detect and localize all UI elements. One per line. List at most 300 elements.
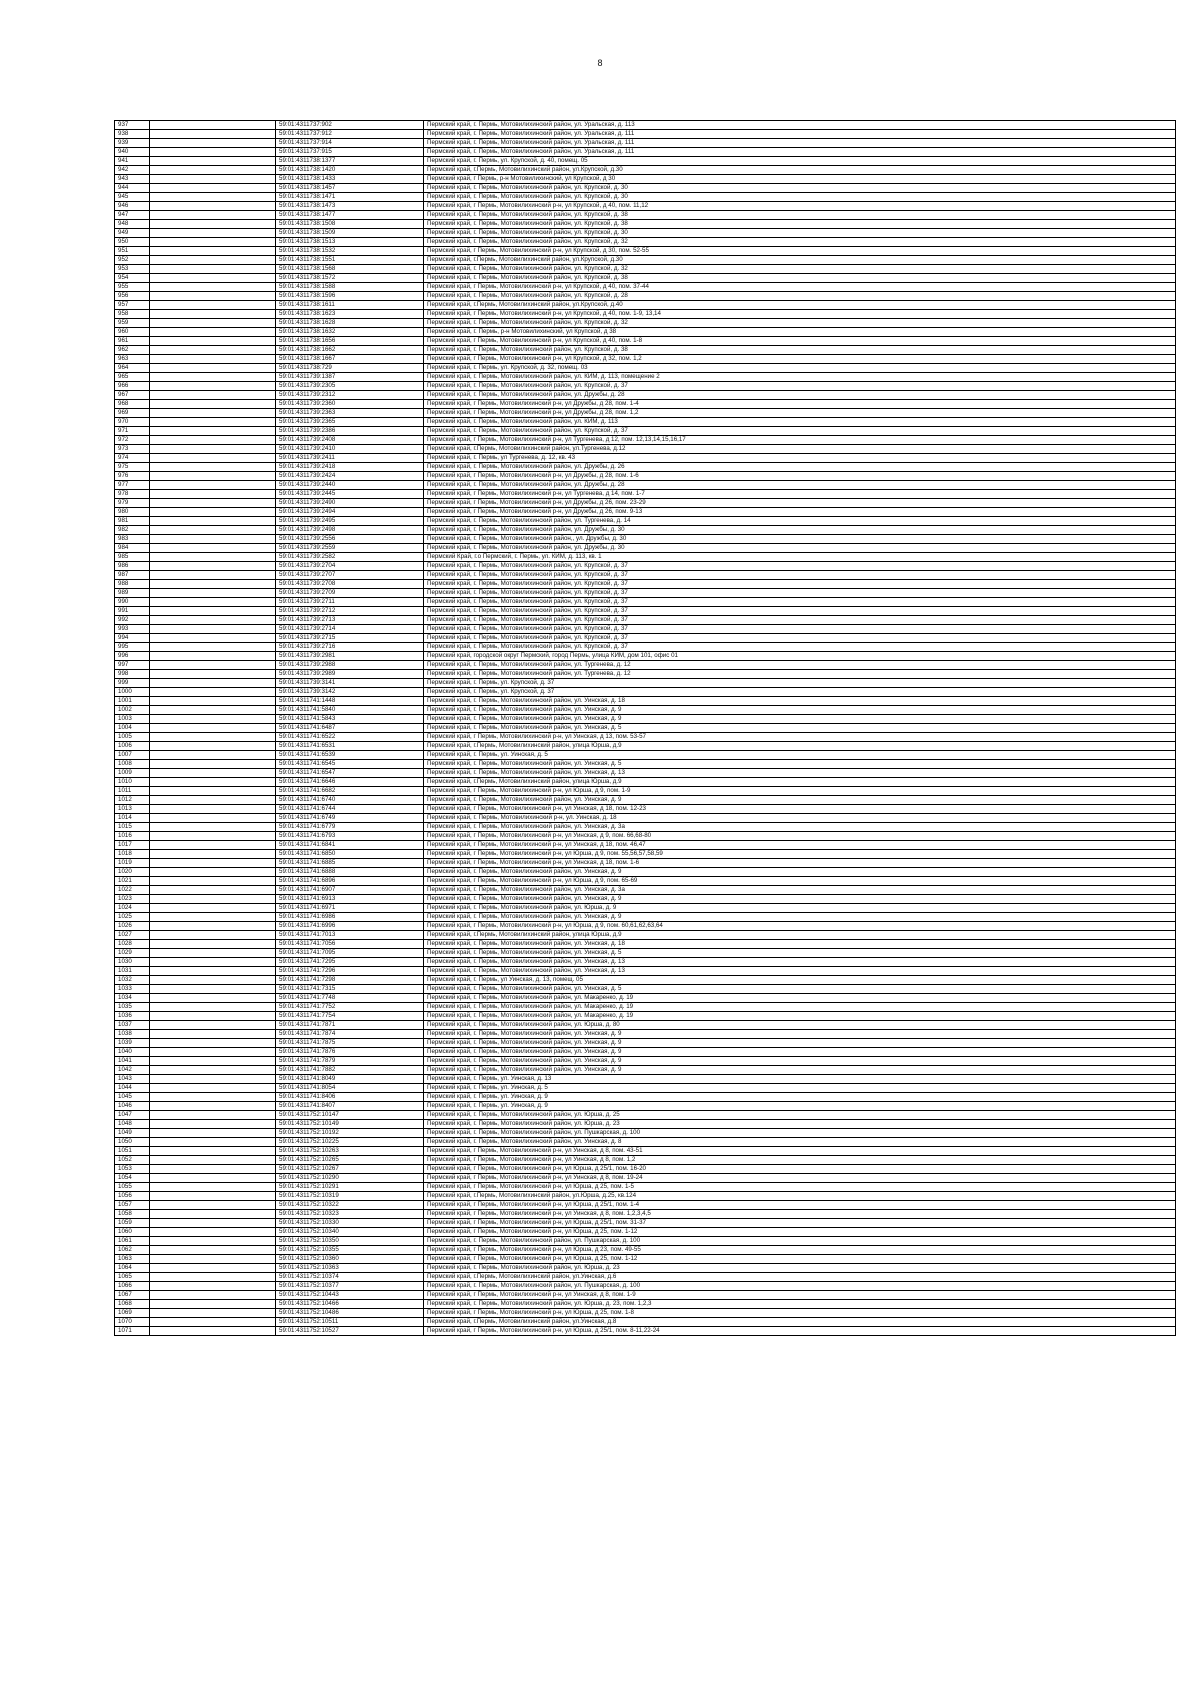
cadastral-number-cell: 59:01:4311741:6682 <box>276 787 424 796</box>
table-row <box>115 625 1176 634</box>
blank-cell <box>150 211 276 220</box>
blank-cell <box>150 994 276 1003</box>
row-number-cell: 1062 <box>115 1246 150 1255</box>
address-cell: Пермский край, г. Пермь, Мотовилихинский район, ул. Крупской, д. 37 <box>424 643 1176 652</box>
row-number-cell: 980 <box>115 508 150 517</box>
table-row <box>115 769 1176 778</box>
blank-cell <box>150 256 276 265</box>
row-number-cell: 1053 <box>115 1165 150 1174</box>
row-number-cell: 1013 <box>115 805 150 814</box>
row-number-cell: 986 <box>115 562 150 571</box>
address-cell: Пермский край, г. Пермь, Мотовилихинский район, ул. Крупской, д. 37 <box>424 607 1176 616</box>
row-number-cell: 997 <box>115 661 150 670</box>
table-row <box>115 481 1176 490</box>
row-number-cell: 992 <box>115 616 150 625</box>
cadastral-number-cell: 59:01:4311752:10319 <box>276 1192 424 1201</box>
row-number-cell: 1070 <box>115 1318 150 1327</box>
table-row <box>115 751 1176 760</box>
blank-cell <box>150 1075 276 1084</box>
row-number-cell: 959 <box>115 319 150 328</box>
cadastral-number-cell: 59:01:4311741:1448 <box>276 697 424 706</box>
row-number-cell: 970 <box>115 418 150 427</box>
address-cell: Пермский край, г. Пермь, Мотовилихинский район, ул. Дружбы, д. 30 <box>424 544 1176 553</box>
address-cell: Пермский край, г Пермь, Мотовилихинский р-н, ул Дружбы, д 28, пом. 1,2 <box>424 409 1176 418</box>
table-row <box>115 814 1176 823</box>
address-cell: Пермский край, г Пермь, Мотовилихинский р-н, ул Юрша, д 25, пом. 1-8 <box>424 1309 1176 1318</box>
table-row <box>115 1129 1176 1138</box>
table-row <box>115 1201 1176 1210</box>
address-cell: Пермский край, г. Пермь, Мотовилихинский р-н, ул. Уинская, д. 18 <box>424 814 1176 823</box>
blank-cell <box>150 364 276 373</box>
row-number-cell: 991 <box>115 607 150 616</box>
row-number-cell: 1041 <box>115 1057 150 1066</box>
table-row <box>115 184 1176 193</box>
table-row <box>115 940 1176 949</box>
blank-cell <box>150 634 276 643</box>
cadastral-number-cell: 59:01:4311741:6744 <box>276 805 424 814</box>
table-row <box>115 1264 1176 1273</box>
table-row <box>115 652 1176 661</box>
blank-cell <box>150 490 276 499</box>
cadastral-number-cell: 59:01:4311752:10290 <box>276 1174 424 1183</box>
cadastral-number-cell: 59:01:4311738:1473 <box>276 202 424 211</box>
table-row <box>115 706 1176 715</box>
address-cell: Пермский край, г. Пермь, Мотовилихинский район, ул. Юрша, д. 9 <box>424 904 1176 913</box>
row-number-cell: 1003 <box>115 715 150 724</box>
cadastral-number-cell: 59:01:4311739:2418 <box>276 463 424 472</box>
address-cell: Пермский край, г. Пермь, Мотовилихинский район, ул. Крупской, д. 37 <box>424 598 1176 607</box>
cadastral-number-cell: 59:01:4311752:10192 <box>276 1129 424 1138</box>
cadastral-number-cell: 59:01:4311739:2490 <box>276 499 424 508</box>
table-row <box>115 400 1176 409</box>
blank-cell <box>150 769 276 778</box>
row-number-cell: 1049 <box>115 1129 150 1138</box>
cadastral-number-cell: 59:01:4311741:6646 <box>276 778 424 787</box>
address-cell: Пермский край, г. Пермь, Мотовилихинский район, ул. Тургенева, д. 12 <box>424 661 1176 670</box>
address-cell: Пермский край, г Пермь, Мотовилихинский р-н, ул Юрша, д 23, пом. 49-55 <box>424 1246 1176 1255</box>
table-row <box>115 166 1176 175</box>
blank-cell <box>150 1237 276 1246</box>
table-row <box>115 265 1176 274</box>
address-cell: Пермский край, г. Пермь, Мотовилихинский район, ул. Юрша, д. 23 <box>424 1120 1176 1129</box>
row-number-cell: 967 <box>115 391 150 400</box>
table-row <box>115 931 1176 940</box>
cadastral-number-cell: 59:01:4311741:7296 <box>276 967 424 976</box>
address-cell: Пермский край, г Пермь, Мотовилихинский р-н, ул Уинская, д 8, пом. 1,2 <box>424 1156 1176 1165</box>
address-cell: Пермский край, г. Пермь, Мотовилихинский район, ул. КИМ, д. 113, помещение 2 <box>424 373 1176 382</box>
row-number-cell: 940 <box>115 148 150 157</box>
address-cell: Пермский край, г Пермь, Мотовилихинский р-н, ул Юрша, д 25, пом. 1-5 <box>424 1183 1176 1192</box>
table-row <box>115 1300 1176 1309</box>
table-row <box>115 130 1176 139</box>
blank-cell <box>150 1066 276 1075</box>
cadastral-number-cell: 59:01:4311741:6545 <box>276 760 424 769</box>
blank-cell <box>150 1147 276 1156</box>
row-number-cell: 1047 <box>115 1111 150 1120</box>
row-number-cell: 1018 <box>115 850 150 859</box>
row-number-cell: 996 <box>115 652 150 661</box>
table-row <box>115 976 1176 985</box>
cadastral-number-cell: 59:01:4311741:7295 <box>276 958 424 967</box>
table-row <box>115 1246 1176 1255</box>
blank-cell <box>150 706 276 715</box>
blank-cell <box>150 697 276 706</box>
address-cell: Пермский край, г. Пермь, Мотовилихинский район, ул. Уинская, д. 13 <box>424 967 1176 976</box>
address-cell: Пермский край, г. Пермь, Мотовилихинский район, ул. Уинская, д. 9 <box>424 1057 1176 1066</box>
table-row <box>115 472 1176 481</box>
blank-cell <box>150 580 276 589</box>
cadastral-number-cell: 59:01:4311738:1628 <box>276 319 424 328</box>
cadastral-number-cell: 59:01:4311738:1513 <box>276 238 424 247</box>
cadastral-number-cell: 59:01:4311752:10527 <box>276 1327 424 1336</box>
blank-cell <box>150 499 276 508</box>
blank-cell <box>150 805 276 814</box>
row-number-cell: 1035 <box>115 1003 150 1012</box>
cadastral-number-cell: 59:01:4311752:10355 <box>276 1246 424 1255</box>
address-cell: Пермский край, г. Пермь, ул. Крупской, д. 40, помещ. 05 <box>424 157 1176 166</box>
address-cell: Пермский край, г. Пермь, Мотовилихинский район, ул. Макаренко, д. 19 <box>424 1012 1176 1021</box>
row-number-cell: 1031 <box>115 967 150 976</box>
cadastral-number-cell: 59:01:4311741:6996 <box>276 922 424 931</box>
address-cell: Пермский край, г. Пермь, Мотовилихинский район, ул. Дружбы, д. 28 <box>424 481 1176 490</box>
blank-cell <box>150 130 276 139</box>
cadastral-number-cell: 59:01:4311741:7879 <box>276 1057 424 1066</box>
registry-table-body <box>115 121 1176 1336</box>
cadastral-number-cell: 59:01:4311752:10363 <box>276 1264 424 1273</box>
blank-cell <box>150 121 276 130</box>
table-row <box>115 1084 1176 1093</box>
address-cell: Пермский край, г Пермь, Мотовилихинский р-н, ул Юрша, д 9, пом. 55,56,57,58,59 <box>424 850 1176 859</box>
cadastral-number-cell: 59:01:4311738:1433 <box>276 175 424 184</box>
cadastral-number-cell: 59:01:4311741:7754 <box>276 1012 424 1021</box>
blank-cell <box>150 310 276 319</box>
table-row <box>115 661 1176 670</box>
blank-cell <box>150 1003 276 1012</box>
row-number-cell: 938 <box>115 130 150 139</box>
address-cell: Пермский край, г. Пермь, Мотовилихинский район, ул. Крупской, д. 32 <box>424 319 1176 328</box>
table-row <box>115 301 1176 310</box>
address-cell: Пермский край, г. Пермь, Мотовилихинский район, ул. Крупской, д. 37 <box>424 589 1176 598</box>
table-row <box>115 1156 1176 1165</box>
row-number-cell: 941 <box>115 157 150 166</box>
address-cell: Пермский край, г. Пермь, Мотовилихинский район, ул. Крупской, д. 37 <box>424 571 1176 580</box>
address-cell: Пермский край, г Пермь, Мотовилихинский р-н, ул Уинская, д 13, пом. 53-57 <box>424 733 1176 742</box>
row-number-cell: 1056 <box>115 1192 150 1201</box>
cadastral-number-cell: 59:01:4311739:2424 <box>276 472 424 481</box>
table-row <box>115 1255 1176 1264</box>
row-number-cell: 1030 <box>115 958 150 967</box>
table-row <box>115 1012 1176 1021</box>
cadastral-number-cell: 59:01:4311741:6531 <box>276 742 424 751</box>
address-cell: Пермский край, г. Пермь, Мотовилихинский район, ул. Юрша, д. 23, пом. 1,2,3 <box>424 1300 1176 1309</box>
table-row <box>115 949 1176 958</box>
table-row <box>115 967 1176 976</box>
cadastral-number-cell: 59:01:4311739:2711 <box>276 598 424 607</box>
blank-cell <box>150 553 276 562</box>
row-number-cell: 939 <box>115 139 150 148</box>
address-cell: Пермский край, г. Пермь, Мотовилихинский район, ул. КИМ, д. 113 <box>424 418 1176 427</box>
cadastral-number-cell: 59:01:4311741:5843 <box>276 715 424 724</box>
cadastral-number-cell: 59:01:4311741:8054 <box>276 1084 424 1093</box>
blank-cell <box>150 508 276 517</box>
address-cell: Пермский край, г. Пермь, Мотовилихинский район, ул. Тургенева, д. 12 <box>424 670 1176 679</box>
blank-cell <box>150 931 276 940</box>
table-row <box>115 580 1176 589</box>
table-row <box>115 148 1176 157</box>
row-number-cell: 987 <box>115 571 150 580</box>
blank-cell <box>150 220 276 229</box>
cadastral-number-cell: 59:01:4311738:1596 <box>276 292 424 301</box>
blank-cell <box>150 1165 276 1174</box>
blank-cell <box>150 481 276 490</box>
table-row <box>115 913 1176 922</box>
blank-cell <box>150 688 276 697</box>
cadastral-number-cell: 59:01:4311741:7874 <box>276 1030 424 1039</box>
address-cell: Пермский край, г Пермь, Мотовилихинский р-н, ул Крупской, д 40, пом. 1-8 <box>424 337 1176 346</box>
cadastral-number-cell: 59:01:4311739:2410 <box>276 445 424 454</box>
cadastral-number-cell: 59:01:4311741:6779 <box>276 823 424 832</box>
cadastral-number-cell: 59:01:4311752:10374 <box>276 1273 424 1282</box>
row-number-cell: 968 <box>115 400 150 409</box>
row-number-cell: 1029 <box>115 949 150 958</box>
table-row <box>115 1003 1176 1012</box>
address-cell: Пермский край, г. Пермь, Мотовилихинский район, ул. Уральская, д. 111 <box>424 130 1176 139</box>
table-row <box>115 463 1176 472</box>
row-number-cell: 1044 <box>115 1084 150 1093</box>
row-number-cell: 1023 <box>115 895 150 904</box>
address-cell: Пермский край, г Пермь, Мотовилихинский р-н, ул Юрша, д 25/1, пом. 8-11,22-24 <box>424 1327 1176 1336</box>
row-number-cell: 989 <box>115 589 150 598</box>
address-cell: Пермский край, г. Пермь, Мотовилихинский район, ул. Юрша, д. 80 <box>424 1021 1176 1030</box>
row-number-cell: 977 <box>115 481 150 490</box>
table-row <box>115 382 1176 391</box>
address-cell: Пермский край, г. Пермь, Мотовилихинский район, ул. Уинская, д. 9 <box>424 1030 1176 1039</box>
row-number-cell: 1009 <box>115 769 150 778</box>
row-number-cell: 952 <box>115 256 150 265</box>
row-number-cell: 1039 <box>115 1039 150 1048</box>
cadastral-number-cell: 59:01:4311741:5840 <box>276 706 424 715</box>
blank-cell <box>150 472 276 481</box>
blank-cell <box>150 1030 276 1039</box>
address-cell: Пермский край, г. Пермь, Мотовилихинский район, ул. Уинская, д. 9 <box>424 796 1176 805</box>
blank-cell <box>150 643 276 652</box>
address-cell: Пермский край, г. Пермь, р-н Мотовилихинский, ул Крупской, д 38 <box>424 328 1176 337</box>
table-row <box>115 508 1176 517</box>
row-number-cell: 1038 <box>115 1030 150 1039</box>
table-row <box>115 670 1176 679</box>
address-cell: Пермский край, г.Пермь, Мотовилихинский район, улица Юрша, д.9 <box>424 931 1176 940</box>
cadastral-number-cell: 59:01:4311741:6971 <box>276 904 424 913</box>
cadastral-number-cell: 59:01:4311738:1588 <box>276 283 424 292</box>
address-cell: Пермский край, г Пермь, Мотовилихинский р-н, ул Юрша, д 9, пом. 1-9 <box>424 787 1176 796</box>
table-row <box>115 1048 1176 1057</box>
address-cell: Пермский край, г Пермь, Мотовилихинский р-н, ул Тургенева, д 12, пом. 12,13,14,15,16,17 <box>424 436 1176 445</box>
blank-cell <box>150 967 276 976</box>
cadastral-number-cell: 59:01:4311752:10443 <box>276 1291 424 1300</box>
blank-cell <box>150 661 276 670</box>
address-cell: Пермский край, г. Пермь, Мотовилихинский район, ул. Дружбы, д. 26 <box>424 463 1176 472</box>
row-number-cell: 962 <box>115 346 150 355</box>
table-row <box>115 760 1176 769</box>
cadastral-number-cell: 59:01:4311737:902 <box>276 121 424 130</box>
address-cell: Пермский край, г. Пермь, Мотовилихинский район, ул. Уинская, д. 9 <box>424 913 1176 922</box>
cadastral-number-cell: 59:01:4311741:8407 <box>276 1102 424 1111</box>
blank-cell <box>150 157 276 166</box>
address-cell: Пермский край, г. Пермь, ул Уинская, д. 13, помещ. 05 <box>424 976 1176 985</box>
table-row <box>115 679 1176 688</box>
row-number-cell: 1024 <box>115 904 150 913</box>
address-cell: Пермский край, г. Пермь, Мотовилихинский район, ул. Крупской, д. 37 <box>424 625 1176 634</box>
address-cell: Пермский край, г.Пермь, Мотовилихинский район, улица Юрша, д.9 <box>424 778 1176 787</box>
address-cell: Пермский край, г Пермь, Мотовилихинский р-н, ул Юрша, д 25/1, пом. 31-37 <box>424 1219 1176 1228</box>
table-row <box>115 994 1176 1003</box>
address-cell: Пермский край, г. Пермь, Мотовилихинский район, ул. Крупской, д. 37 <box>424 427 1176 436</box>
cadastral-number-cell: 59:01:4311739:3141 <box>276 679 424 688</box>
table-row <box>115 850 1176 859</box>
address-cell: Пермский край, г. Пермь, Мотовилихинский район, ул. Уинская, д. 18 <box>424 697 1176 706</box>
cadastral-number-cell: 59:01:4311738:1509 <box>276 229 424 238</box>
table-row <box>115 364 1176 373</box>
address-cell: Пермский край, г. Пермь, Мотовилихинский район, ул. Крупской, д. 30 <box>424 229 1176 238</box>
address-cell: Пермский край, г. Пермь, Мотовилихинский район, ул. Уинская, д. 13 <box>424 958 1176 967</box>
row-number-cell: 1019 <box>115 859 150 868</box>
address-cell: Пермский край, г. Пермь, Мотовилихинский район, ул. Крупской, д. 30 <box>424 184 1176 193</box>
blank-cell <box>150 373 276 382</box>
registry-table <box>114 120 1176 1336</box>
cadastral-number-cell: 59:01:4311741:7056 <box>276 940 424 949</box>
blank-cell <box>150 148 276 157</box>
row-number-cell: 990 <box>115 598 150 607</box>
address-cell: Пермский край, г. Пермь, Мотовилихинский район, ул. Крупской, д. 30 <box>424 193 1176 202</box>
blank-cell <box>150 229 276 238</box>
row-number-cell: 961 <box>115 337 150 346</box>
row-number-cell: 1027 <box>115 931 150 940</box>
blank-cell <box>150 427 276 436</box>
blank-cell <box>150 1309 276 1318</box>
table-row <box>115 1237 1176 1246</box>
row-number-cell: 985 <box>115 553 150 562</box>
blank-cell <box>150 1300 276 1309</box>
address-cell: Пермский край, г Пермь, Мотовилихинский р-н, ул Тургенева, д 14, пом. 1-7 <box>424 490 1176 499</box>
cadastral-number-cell: 59:01:4311741:6793 <box>276 832 424 841</box>
blank-cell <box>150 913 276 922</box>
row-number-cell: 1057 <box>115 1201 150 1210</box>
row-number-cell: 1046 <box>115 1102 150 1111</box>
cadastral-number-cell: 59:01:4311741:6487 <box>276 724 424 733</box>
table-row <box>115 1183 1176 1192</box>
blank-cell <box>150 1039 276 1048</box>
address-cell: Пермский край, г. Пермь, Мотовилихинский район,, ул. Дружбы, д. 30 <box>424 535 1176 544</box>
address-cell: Пермский край, г. Пермь, Мотовилихинский район, ул. Уинская, д. 9 <box>424 895 1176 904</box>
row-number-cell: 949 <box>115 229 150 238</box>
cadastral-number-cell: 59:01:4311741:6885 <box>276 859 424 868</box>
blank-cell <box>150 283 276 292</box>
cadastral-number-cell: 59:01:4311741:6547 <box>276 769 424 778</box>
address-cell: Пермский край, г. Пермь, ул. Уинская, д. 5 <box>424 751 1176 760</box>
table-row <box>115 589 1176 598</box>
address-cell: Пермский край, г. Пермь, ул. Крупской, д. 32, помещ. 03 <box>424 364 1176 373</box>
row-number-cell: 983 <box>115 535 150 544</box>
cadastral-number-cell: 59:01:4311738:1568 <box>276 265 424 274</box>
blank-cell <box>150 1057 276 1066</box>
address-cell: Пермский край, г Пермь, Мотовилихинский р-н, ул Уинская, д 18, пом. 46,47 <box>424 841 1176 850</box>
cadastral-number-cell: 59:01:4311739:2494 <box>276 508 424 517</box>
table-row <box>115 553 1176 562</box>
row-number-cell: 984 <box>115 544 150 553</box>
table-row <box>115 724 1176 733</box>
address-cell: Пермский край, г Пермь, Мотовилихинский р-н, ул Юрша, д 9, пом. 65-69 <box>424 877 1176 886</box>
table-row <box>115 643 1176 652</box>
address-cell: Пермский край, г. Пермь, Мотовилихинский район, ул. Крупской, д. 37 <box>424 634 1176 643</box>
row-number-cell: 1016 <box>115 832 150 841</box>
cadastral-number-cell: 59:01:4311739:2715 <box>276 634 424 643</box>
cadastral-number-cell: 59:01:4311739:2708 <box>276 580 424 589</box>
blank-cell <box>150 400 276 409</box>
cadastral-number-cell: 59:01:4311738:1611 <box>276 301 424 310</box>
address-cell: Пермский край, городской округ Пермский, город Пермь, улица КИМ, дом 101, офис 01 <box>424 652 1176 661</box>
cadastral-number-cell: 59:01:4311741:7298 <box>276 976 424 985</box>
cadastral-number-cell: 59:01:4311752:10330 <box>276 1219 424 1228</box>
table-row <box>115 571 1176 580</box>
row-number-cell: 937 <box>115 121 150 130</box>
table-row <box>115 1138 1176 1147</box>
address-cell: Пермский край, г. Пермь, Мотовилихинский район, ул. Крупской, д. 38 <box>424 346 1176 355</box>
row-number-cell: 1071 <box>115 1327 150 1336</box>
table-row <box>115 139 1176 148</box>
address-cell: Пермский край, г. Пермь, Мотовилихинский район, ул. Уинская, д. 5 <box>424 724 1176 733</box>
table-row <box>115 211 1176 220</box>
row-number-cell: 998 <box>115 670 150 679</box>
cadastral-number-cell: 59:01:4311741:7875 <box>276 1039 424 1048</box>
blank-cell <box>150 751 276 760</box>
row-number-cell: 973 <box>115 445 150 454</box>
blank-cell <box>150 859 276 868</box>
address-cell: Пермский край, г Пермь, Мотовилихинский р-н, ул Юрша, д 25/1, пом. 16-20 <box>424 1165 1176 1174</box>
address-cell: Пермский край, г. Пермь, Мотовилихинский район, ул. Крупской, д. 38 <box>424 220 1176 229</box>
cadastral-number-cell: 59:01:4311741:6740 <box>276 796 424 805</box>
row-number-cell: 1050 <box>115 1138 150 1147</box>
blank-cell <box>150 778 276 787</box>
table-row <box>115 841 1176 850</box>
table-row <box>115 1327 1176 1336</box>
cadastral-number-cell: 59:01:4311752:10323 <box>276 1210 424 1219</box>
address-cell: Пермский край, г. Пермь, Мотовилихинский район, ул. Уральская, д. 111 <box>424 148 1176 157</box>
blank-cell <box>150 625 276 634</box>
cadastral-number-cell: 59:01:4311741:7013 <box>276 931 424 940</box>
address-cell: Пермский край, г. Пермь, Мотовилихинский район, ул. Крупской, д. 32 <box>424 265 1176 274</box>
blank-cell <box>150 1264 276 1273</box>
row-number-cell: 957 <box>115 301 150 310</box>
blank-cell <box>150 1156 276 1165</box>
cadastral-number-cell: 59:01:4311739:2495 <box>276 517 424 526</box>
address-cell: Пермский край, г. Пермь, Мотовилихинский район, ул. Уинская, д. 13 <box>424 769 1176 778</box>
row-number-cell: 1022 <box>115 886 150 895</box>
cadastral-number-cell: 59:01:4311741:7752 <box>276 1003 424 1012</box>
address-cell: Пермский край, г. Пермь, Мотовилихинский район, ул. Крупской, д. 37 <box>424 580 1176 589</box>
cadastral-number-cell: 59:01:4311738:1532 <box>276 247 424 256</box>
cadastral-number-cell: 59:01:4311739:2707 <box>276 571 424 580</box>
cadastral-number-cell: 59:01:4311738:1420 <box>276 166 424 175</box>
table-row <box>115 697 1176 706</box>
row-number-cell: 956 <box>115 292 150 301</box>
blank-cell <box>150 1291 276 1300</box>
table-row <box>115 1102 1176 1111</box>
row-number-cell: 945 <box>115 193 150 202</box>
blank-cell <box>150 526 276 535</box>
address-cell: Пермский край, г Пермь, Мотовилихинский р-н, ул Юрша, д 25, пом. 1-12 <box>424 1228 1176 1237</box>
blank-cell <box>150 895 276 904</box>
blank-cell <box>150 877 276 886</box>
